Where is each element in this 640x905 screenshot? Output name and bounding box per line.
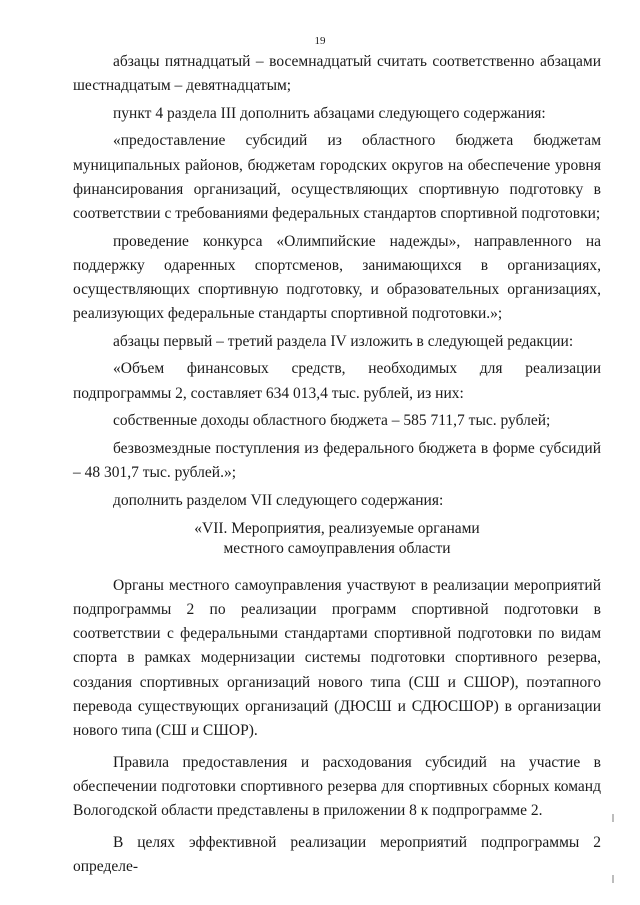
paragraph-subsidy-rules: Правила предоставления и расходования субсидий на участие в обеспечении подготовки спортивного резерва для спортивных сборных команд Вологодской области представлены в приложении 8 к подпрограмме 2.: [73, 753, 601, 819]
paragraph-funding-volume: «Объем финансовых средств, необходимых для реализации подпрограммы 2, составляет 634 013,4 тыс. рублей, из них:: [73, 360, 601, 402]
paragraph-renumbering: абзацы пятнадцатый – восемнадцатый считать соответственно абзацами шестнадцатым – девятнадцатым;: [73, 53, 601, 95]
paragraph-subsidies: «предоставление субсидий из областного бюджета бюджетам муниципальных районов, бюджетам городских округов на обеспечение уровня финансирования организаций, осуществляющих спортивную подготовку в соответствии с требованиями федеральных стандартов спортивной подготовки;: [73, 132, 601, 222]
paragraph-point-4-intro: пункт 4 раздела III дополнить абзацами следующего содержания:: [113, 104, 546, 122]
paragraph-local-government: Органы местного самоуправления участвуют в реализации мероприятий подпрограммы 2 по реализации программ спортивной подготовки в соответствии с федеральными стандартами спортивной подготовки по видам спорта в рамках модернизации системы подготовки спортивного резерва, создания спортивных организаций нового типа (СШ и СШОР), поэтапного перевода существующих организаций (ДЮСШ и СДЮСШОР) в организации нового типа (СШ и СШОР).: [73, 576, 601, 739]
section-heading-line-2: местного самоуправления области: [223, 539, 451, 557]
section-vii-heading: [73, 519, 601, 559]
page-number: 19: [314, 35, 326, 47]
paragraph-own-revenue: собственные доходы областного бюджета – 585 711,7 тыс. рублей;: [113, 412, 551, 430]
paragraph-section-vii-intro: дополнить разделом VII следующего содержания:: [113, 491, 444, 509]
paragraph-federal-transfers: безвозмездные поступления из федерального бюджета в форме субсидий – 48 301,7 тыс. рублей.»;: [73, 439, 601, 481]
scan-mark: [612, 875, 614, 883]
scan-mark: [612, 814, 614, 822]
paragraph-olympic-hopes: проведение конкурса «Олимпийские надежды», направленного на поддержку одаренных спортсменов, занимающихся в организациях, осуществляющих спортивную подготовку, и образовательных организациях, реализующих федеральные стандарты спортивной подготовки.»;: [73, 232, 601, 323]
paragraph-section-iv-intro: абзацы первый – третий раздела IV изложить в следующей редакции:: [113, 332, 574, 350]
paragraph-effective-implementation: В целях эффективной реализации мероприятий подпрограммы 2 определе-: [73, 833, 601, 875]
section-heading-line-1: «VII. Мероприятия, реализуемые органами: [194, 519, 480, 537]
document-body: [73, 50, 601, 882]
